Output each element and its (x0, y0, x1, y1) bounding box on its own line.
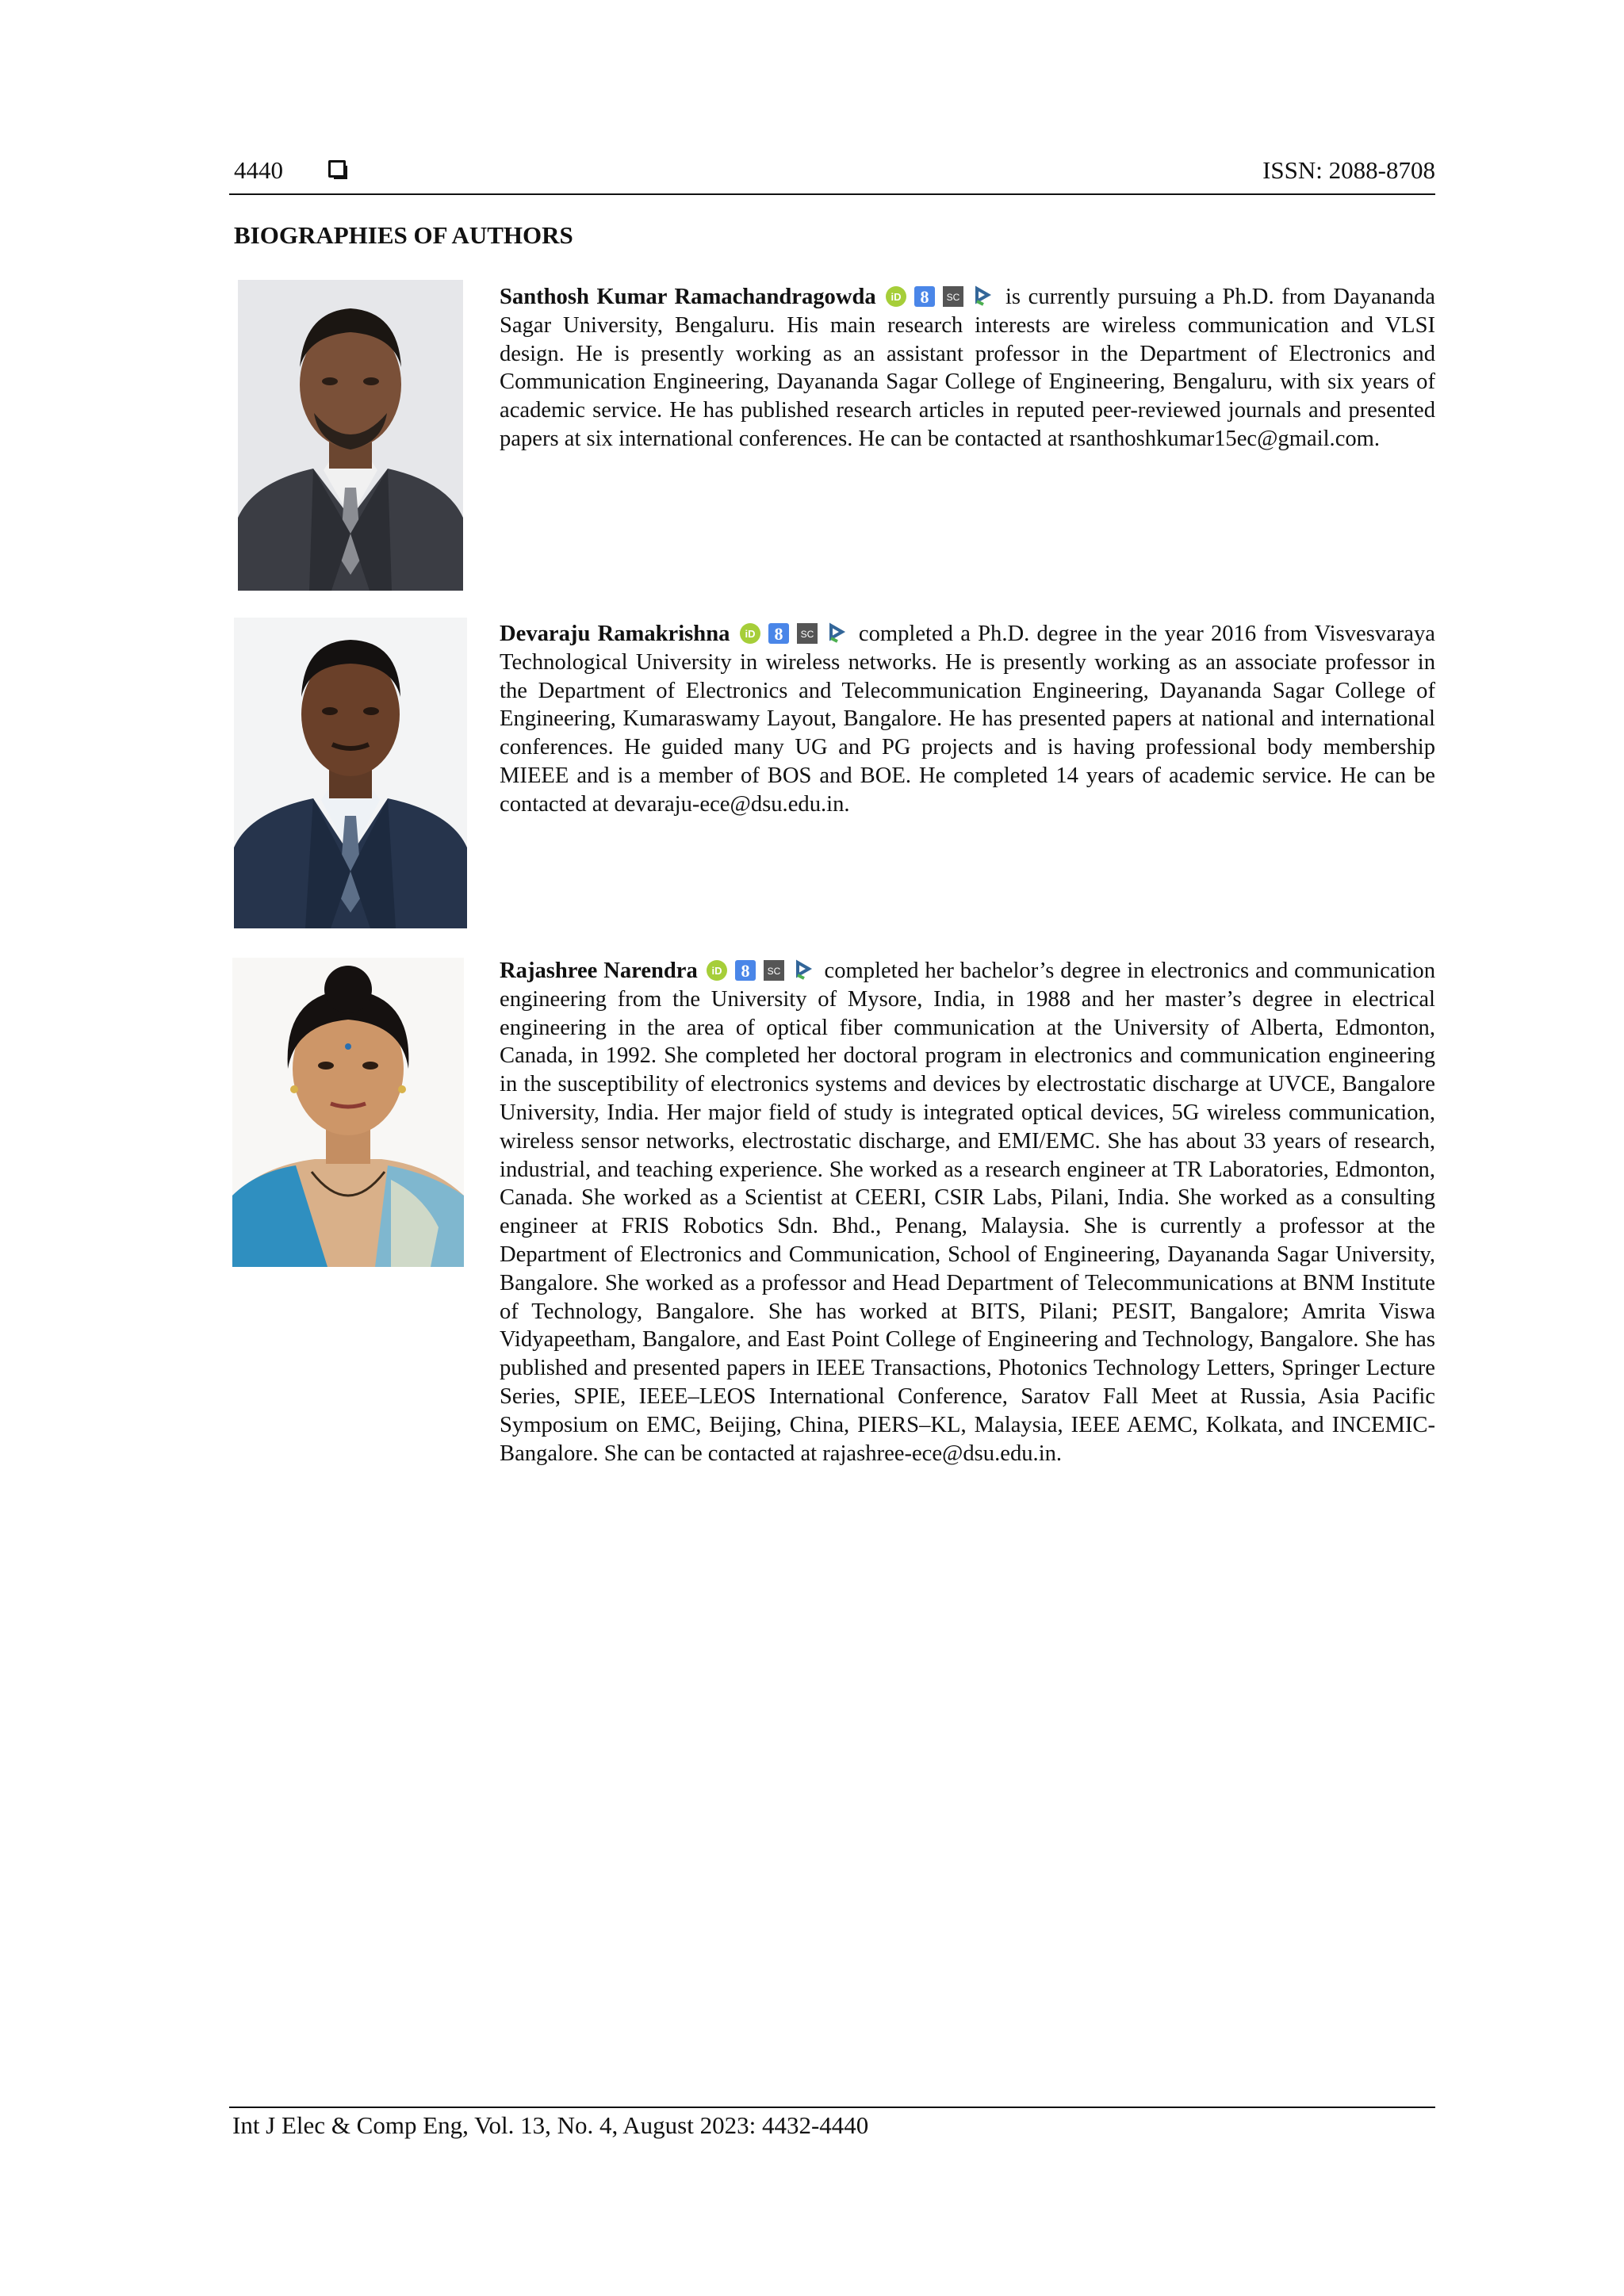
section-title: BIOGRAPHIES OF AUTHORS (234, 221, 573, 249)
issn: ISSN: 2088-8708 (1262, 156, 1435, 184)
footer-citation: Int J Elec & Comp Eng, Vol. 13, No. 4, August 2023: 4432-4440 (232, 2111, 869, 2139)
orcid-icon[interactable] (739, 622, 761, 645)
svg-text:iD: iD (711, 965, 722, 977)
header-box-icon (328, 160, 346, 178)
svg-text:iD: iD (745, 628, 756, 640)
author-name: Rajashree Narendra (500, 959, 698, 983)
svg-text:SC: SC (946, 292, 960, 303)
author-bio-rajashree (500, 957, 1435, 1468)
svg-text:8: 8 (774, 624, 783, 644)
author-photo-rajashree (232, 958, 464, 1267)
svg-text:iD: iD (891, 291, 902, 303)
publons-icon[interactable] (971, 285, 993, 308)
author-bio-devaraju (500, 620, 1435, 819)
author-bio-santhosh (500, 283, 1435, 453)
orcid-icon[interactable] (885, 285, 907, 308)
author-bio-text: completed her bachelor’s degree in electronics and communication engineering from the University of Mysore, India, in 1988 and her master’s degree in electrical engineering in the area of optical fiber communication at the University of Alberta, Edmonton, Canada, in 1992. She completed her doctoral program in electronics and communication engineering in the susceptibility of electronics systems and devices by electrostatic discharge at UVCE, Bangalore University, India. Her major field of study is integrated optical devices, 5G wireless communication, wireless sensor networks, electrostatic discharge, and EMI/EMC. She has about 33 years of research, industrial, and teaching experience. She worked as a research engineer at TR Laboratories, Edmonton, Canada. She worked as a Scientist at CEERI, CSIR Labs, Pilani, India. She worked as a consulting engineer at FRIS Robotics Sdn. Bhd., Penang, Malaysia. She is currently a professor at the Department of Electronics and Communication, School of Engineering, Dayananda Sagar University, Bangalore. She worked as a professor and Head Department of Telecommunications at BNM Institute of Technology, Bangalore. She has worked at BITS, Pilani; PESIT, Bangalore; Amrita Viswa Vidyapeetham, Bangalore, and East Point College of Engineering and Technology, Bangalore. She has published and presented papers in IEEE Transactions, Photonics Technology Letters, Springer Lecture Series, SPIE, IEEE–LEOS International Conference, Saratov Fall Meet at Russia, Asia Pacific Symposium on EMC, Beijing, China, PIERS–KL, Malaysia, IEEE AEMC, Kolkata, and INCEMIC-Bangalore. She can be contacted at rajashree-ece@dsu.edu.in. (500, 959, 1435, 1466)
footer-rule (229, 2107, 1435, 2108)
scopus-icon[interactable] (763, 959, 785, 982)
author-bio-text: completed a Ph.D. degree in the year 2016 from Visvesvaraya Technological University in wireless networks. He is presently working as an associate professor in the Department of Electronics and Telecommunication Engineering, Dayananda Sagar College of Engineering, Kumaraswamy Layout, Bangalore. He has presented papers at national and international conferences. He guided many UG and PG projects and is having professional body membership MIEEE and is a member of BOS and BOE. He completed 14 years of academic service. He can be contacted at devaraju-ece@dsu.edu.in. (500, 622, 1435, 817)
author-photo-devaraju (234, 618, 467, 928)
svg-text:SC: SC (800, 629, 814, 640)
publons-icon[interactable] (825, 622, 847, 645)
svg-text:8: 8 (741, 961, 750, 981)
svg-text:8: 8 (920, 287, 929, 307)
google-scholar-icon[interactable] (914, 285, 936, 308)
author-name: Santhosh Kumar Ramachandragowda (500, 285, 876, 309)
scopus-icon[interactable] (796, 622, 818, 645)
google-scholar-icon[interactable] (768, 622, 790, 645)
google-scholar-icon[interactable] (734, 959, 756, 982)
header-rule (229, 193, 1435, 195)
author-name: Devaraju Ramakrishna (500, 622, 730, 646)
publons-icon[interactable] (791, 959, 814, 982)
page-number: 4440 (234, 156, 283, 184)
author-bio-text: is currently pursuing a Ph.D. from Dayananda Sagar University, Bengaluru. His main research interests are wireless communication and VLSI design. He is presently working as an assistant professor in the Department of Electronics and Communication Engineering, Dayananda Sagar College of Engineering, Bengaluru, with six years of academic service. He has published research articles in reputed peer-reviewed journals and presented papers at six international conferences. He can be contacted at rsanthoshkumar15ec@gmail.com. (500, 285, 1435, 451)
orcid-icon[interactable] (706, 959, 728, 982)
author-photo-santhosh (238, 280, 463, 591)
scopus-icon[interactable] (942, 285, 964, 308)
svg-text:SC: SC (767, 966, 780, 977)
